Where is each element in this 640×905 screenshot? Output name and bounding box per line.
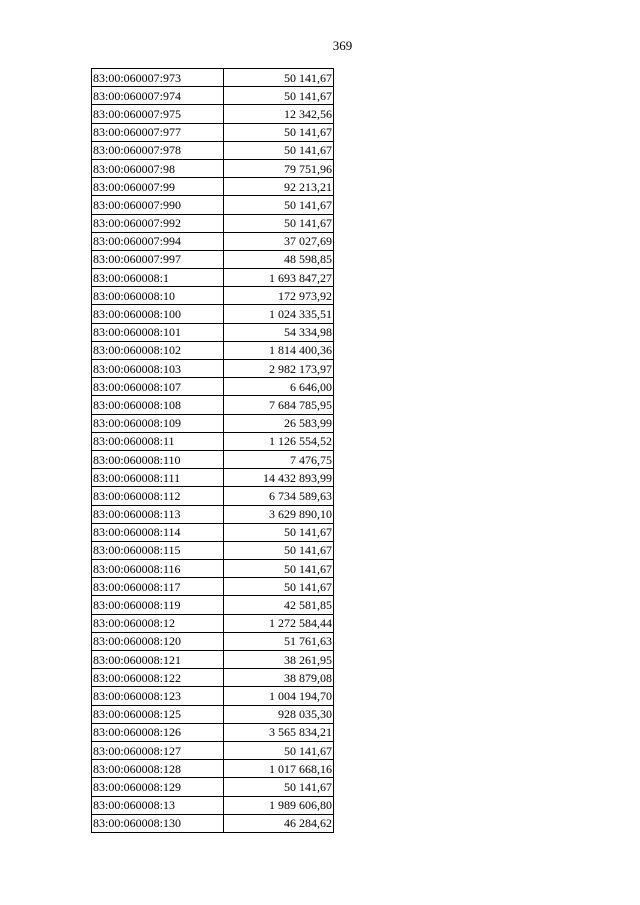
cadastral-value-cell: 1 989 606,80 (224, 796, 334, 814)
table-row (92, 305, 334, 323)
cadastral-number-cell: 83:00:060008:107 (92, 378, 224, 396)
cadastral-value-cell: 38 879,08 (224, 669, 334, 687)
cadastral-value-cell: 2 982 173,97 (224, 360, 334, 378)
cadastral-value-cell: 50 141,67 (224, 214, 334, 232)
table-row (92, 432, 334, 450)
cadastral-value-cell: 50 141,67 (224, 523, 334, 541)
table-row (92, 178, 334, 196)
cadastral-number-cell: 83:00:060008:101 (92, 323, 224, 341)
table-row (92, 159, 334, 177)
table-row (92, 196, 334, 214)
table-row (92, 760, 334, 778)
table-row (92, 778, 334, 796)
cadastral-value-cell: 1 004 194,70 (224, 687, 334, 705)
table-row (92, 723, 334, 741)
cadastral-value-cell: 54 334,98 (224, 323, 334, 341)
page-number: 369 (332, 38, 353, 53)
cadastral-value-table (91, 68, 334, 833)
cadastral-number-cell: 83:00:060008:114 (92, 523, 224, 541)
cadastral-value-cell: 50 141,67 (224, 196, 334, 214)
cadastral-number-cell: 83:00:060008:119 (92, 596, 224, 614)
cadastral-value-cell: 51 761,63 (224, 632, 334, 650)
table-row (92, 341, 334, 359)
cadastral-value-cell: 50 141,67 (224, 69, 334, 87)
cadastral-number-cell: 83:00:060007:994 (92, 232, 224, 250)
cadastral-number-cell: 83:00:060008:109 (92, 414, 224, 432)
table-row (92, 669, 334, 687)
cadastral-number-cell: 83:00:060008:110 (92, 450, 224, 468)
table-row (92, 360, 334, 378)
cadastral-value-cell: 50 141,67 (224, 578, 334, 596)
cadastral-value-cell: 50 141,67 (224, 141, 334, 159)
cadastral-value-cell: 46 284,62 (224, 814, 334, 832)
table-row (92, 632, 334, 650)
cadastral-number-cell: 83:00:060008:116 (92, 560, 224, 578)
cadastral-number-cell: 83:00:060007:975 (92, 105, 224, 123)
table-row (92, 687, 334, 705)
cadastral-value-cell: 50 141,67 (224, 560, 334, 578)
cadastral-value-cell: 1 024 335,51 (224, 305, 334, 323)
table-row (92, 796, 334, 814)
cadastral-number-cell: 83:00:060008:120 (92, 632, 224, 650)
cadastral-number-cell: 83:00:060007:992 (92, 214, 224, 232)
cadastral-number-cell: 83:00:060008:111 (92, 469, 224, 487)
cadastral-number-cell: 83:00:060008:128 (92, 760, 224, 778)
cadastral-number-cell: 83:00:060008:127 (92, 741, 224, 759)
table-row (92, 523, 334, 541)
cadastral-number-cell: 83:00:060008:102 (92, 341, 224, 359)
table-row (92, 232, 334, 250)
table-row (92, 414, 334, 432)
cadastral-value-cell: 12 342,56 (224, 105, 334, 123)
cadastral-value-cell: 3 565 834,21 (224, 723, 334, 741)
cadastral-number-cell: 83:00:060008:115 (92, 541, 224, 559)
table-row (92, 378, 334, 396)
cadastral-value-cell: 1 693 847,27 (224, 269, 334, 287)
cadastral-value-cell: 1 017 668,16 (224, 760, 334, 778)
cadastral-value-cell: 3 629 890,10 (224, 505, 334, 523)
cadastral-value-cell: 37 027,69 (224, 232, 334, 250)
cadastral-value-cell: 14 432 893,99 (224, 469, 334, 487)
table-row (92, 541, 334, 559)
cadastral-number-cell: 83:00:060008:117 (92, 578, 224, 596)
cadastral-value-cell: 1 126 554,52 (224, 432, 334, 450)
table-row (92, 505, 334, 523)
cadastral-number-cell: 83:00:060008:103 (92, 360, 224, 378)
table-row (92, 250, 334, 268)
cadastral-number-cell: 83:00:060007:977 (92, 123, 224, 141)
table-row (92, 596, 334, 614)
cadastral-value-cell: 50 141,67 (224, 123, 334, 141)
cadastral-value-cell: 50 141,67 (224, 87, 334, 105)
cadastral-value-cell: 50 141,67 (224, 541, 334, 559)
cadastral-value-cell: 79 751,96 (224, 159, 334, 177)
cadastral-value-cell: 928 035,30 (224, 705, 334, 723)
cadastral-value-cell: 6 734 589,63 (224, 487, 334, 505)
cadastral-number-cell: 83:00:060007:978 (92, 141, 224, 159)
table-row (92, 487, 334, 505)
table-row (92, 469, 334, 487)
table-row (92, 560, 334, 578)
cadastral-number-cell: 83:00:060008:121 (92, 651, 224, 669)
cadastral-number-cell: 83:00:060008:130 (92, 814, 224, 832)
table-row (92, 141, 334, 159)
table-row (92, 69, 334, 87)
cadastral-number-cell: 83:00:060007:973 (92, 69, 224, 87)
cadastral-value-cell: 6 646,00 (224, 378, 334, 396)
table-row (92, 651, 334, 669)
cadastral-value-cell: 42 581,85 (224, 596, 334, 614)
cadastral-value-cell: 7 684 785,95 (224, 396, 334, 414)
table-row (92, 323, 334, 341)
cadastral-number-cell: 83:00:060008:10 (92, 287, 224, 305)
cadastral-number-cell: 83:00:060008:129 (92, 778, 224, 796)
cadastral-number-cell: 83:00:060008:13 (92, 796, 224, 814)
cadastral-number-cell: 83:00:060008:1 (92, 269, 224, 287)
cadastral-value-cell: 26 583,99 (224, 414, 334, 432)
cadastral-number-cell: 83:00:060007:98 (92, 159, 224, 177)
cadastral-number-cell: 83:00:060008:112 (92, 487, 224, 505)
table-row (92, 741, 334, 759)
table-row (92, 287, 334, 305)
cadastral-number-cell: 83:00:060008:123 (92, 687, 224, 705)
cadastral-number-cell: 83:00:060008:12 (92, 614, 224, 632)
table-row (92, 269, 334, 287)
cadastral-number-cell: 83:00:060008:126 (92, 723, 224, 741)
table-row (92, 614, 334, 632)
cadastral-value-cell: 172 973,92 (224, 287, 334, 305)
cadastral-value-cell: 1 814 400,36 (224, 341, 334, 359)
cadastral-value-cell: 92 213,21 (224, 178, 334, 196)
table-row (92, 705, 334, 723)
cadastral-number-cell: 83:00:060008:122 (92, 669, 224, 687)
cadastral-value-cell: 48 598,85 (224, 250, 334, 268)
table-row (92, 123, 334, 141)
cadastral-value-cell: 50 141,67 (224, 778, 334, 796)
cadastral-value-cell: 50 141,67 (224, 741, 334, 759)
cadastral-number-cell: 83:00:060008:100 (92, 305, 224, 323)
table-row (92, 87, 334, 105)
cadastral-number-cell: 83:00:060007:990 (92, 196, 224, 214)
cadastral-value-cell: 7 476,75 (224, 450, 334, 468)
table-row (92, 450, 334, 468)
table-body (92, 69, 334, 833)
cadastral-number-cell: 83:00:060008:11 (92, 432, 224, 450)
table-row (92, 105, 334, 123)
table-row (92, 814, 334, 832)
cadastral-number-cell: 83:00:060008:125 (92, 705, 224, 723)
cadastral-number-cell: 83:00:060008:113 (92, 505, 224, 523)
cadastral-number-cell: 83:00:060007:997 (92, 250, 224, 268)
table-row (92, 578, 334, 596)
table-row (92, 214, 334, 232)
cadastral-number-cell: 83:00:060007:974 (92, 87, 224, 105)
table-row (92, 396, 334, 414)
cadastral-value-cell: 1 272 584,44 (224, 614, 334, 632)
cadastral-number-cell: 83:00:060007:99 (92, 178, 224, 196)
cadastral-number-cell: 83:00:060008:108 (92, 396, 224, 414)
cadastral-value-cell: 38 261,95 (224, 651, 334, 669)
